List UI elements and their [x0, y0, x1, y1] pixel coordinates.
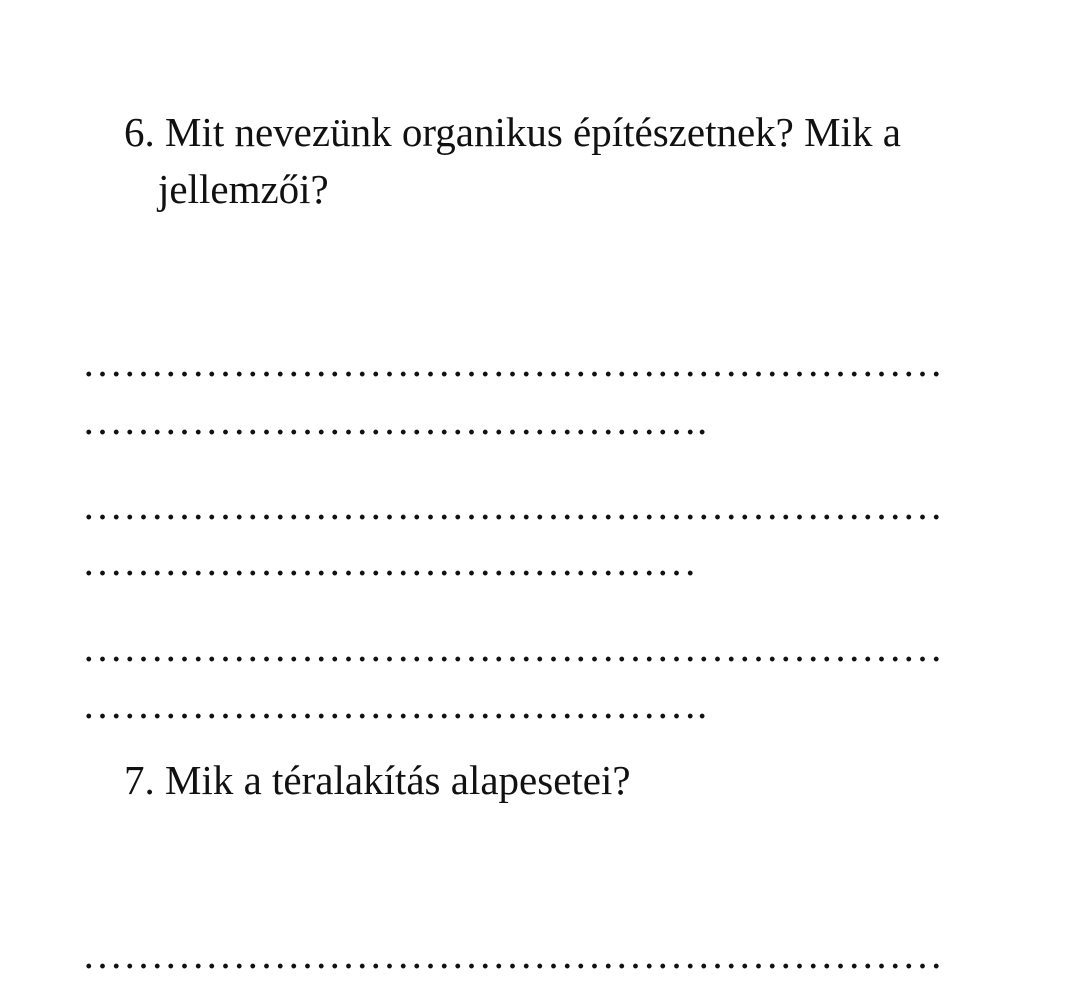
question-7-text: 7. Mik a téralakítás alapesetei? — [124, 757, 631, 803]
question-7 — [124, 752, 631, 809]
question-6-text-line-2: jellemzői? — [158, 166, 329, 212]
answer-line-4: ……………………………………… — [82, 538, 697, 584]
answer-line-1: ……………………………………………………… — [82, 339, 943, 385]
question-6-text-line-1: 6. Mit nevezünk organikus építészetnek? Mik a — [124, 109, 901, 155]
answer-line-7: ……………………………………………………… — [82, 931, 943, 977]
answer-line-6: ………………………………………. — [82, 681, 708, 727]
question-6 — [124, 104, 901, 218]
answer-line-3: ……………………………………………………… — [82, 482, 943, 528]
answer-line-5: ……………………………………………………… — [82, 624, 943, 670]
answer-line-2: ………………………………………. — [82, 397, 708, 443]
